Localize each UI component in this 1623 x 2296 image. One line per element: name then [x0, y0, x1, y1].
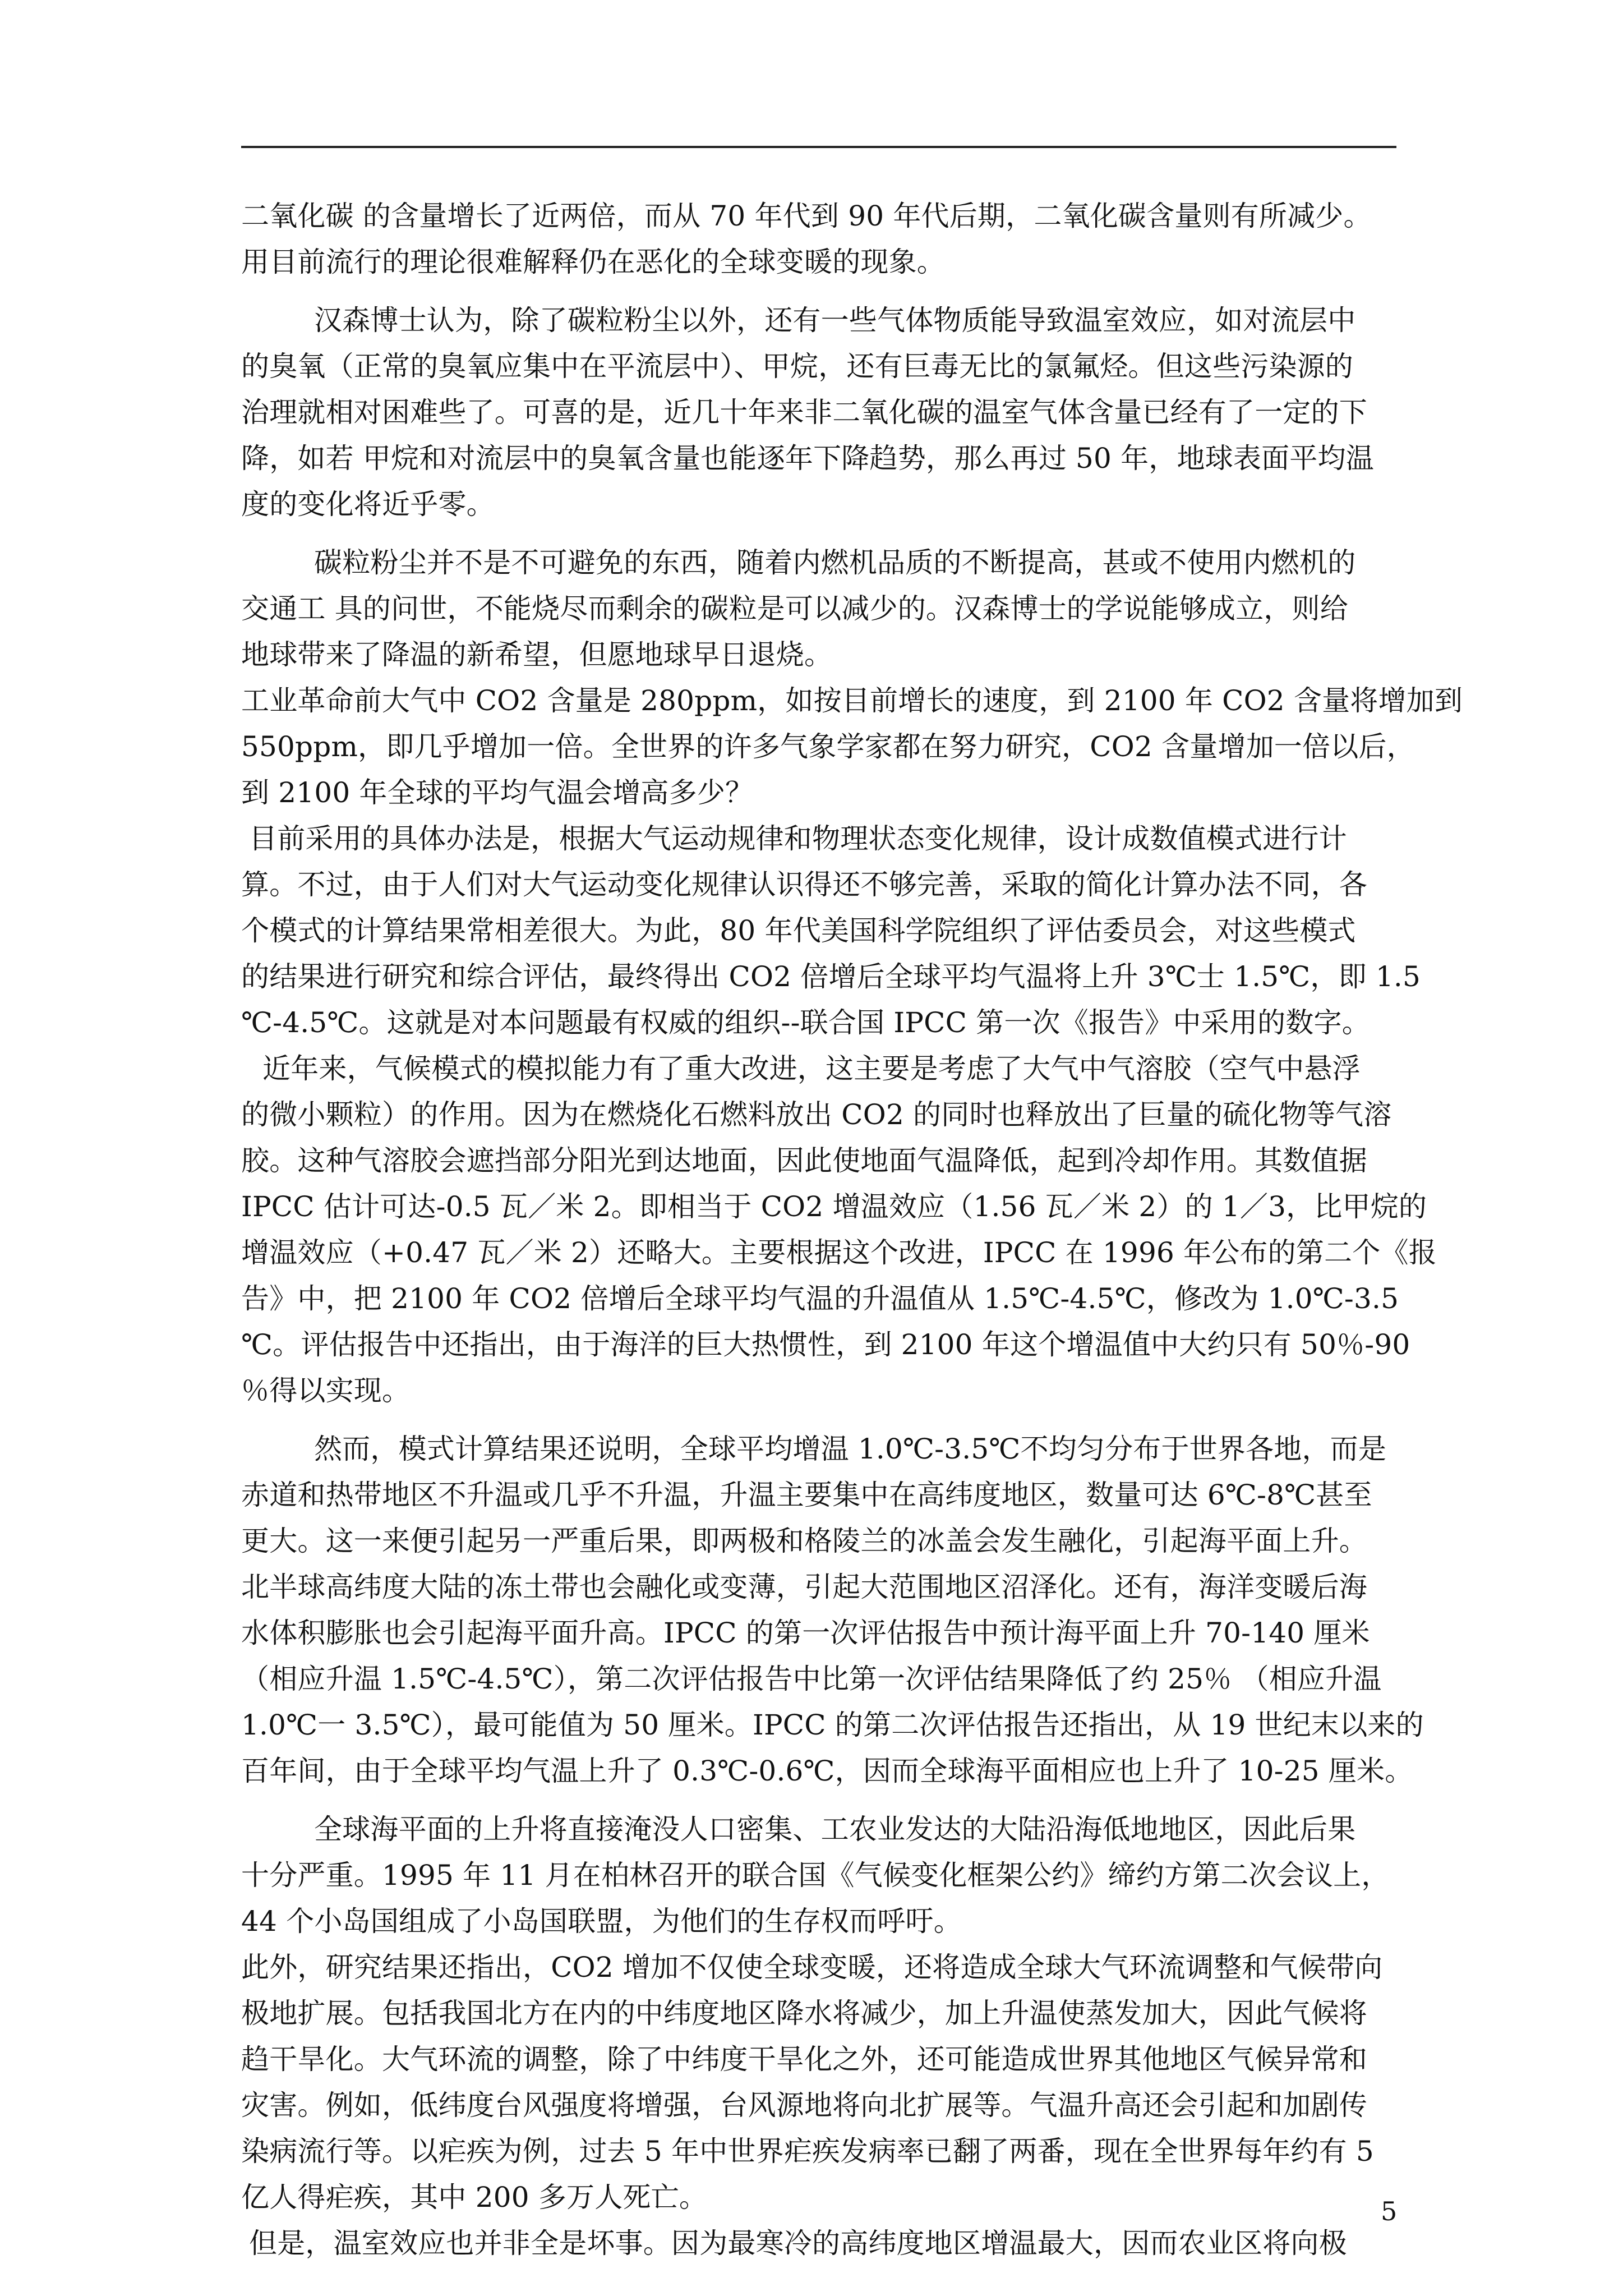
text-line: 亿人得疟疾，其中 200 多万人死亡。 [241, 2181, 708, 2214]
paragraph [241, 1806, 1396, 1944]
text-line: ℃-4.5℃。这就是对本问题最有权威的组织--联合国 IPCC 第一次《报告》中采用的数字。 [241, 1006, 1370, 1039]
text-line: IPCC 估计可达-0.5 瓦／米 2。即相当于 CO2 增温效应（1.56 瓦／米 2）的 1／3，比甲烷的 [241, 1190, 1427, 1223]
text-line: 近年来，气候模式的模拟能力有了重大改进，这主要是考虑了大气中气溶胶（空气中悬浮 [262, 1052, 1361, 1085]
text-line: 的结果进行研究和综合评估，最终得出 CO2 倍增后全球平均气温将上升 3℃士 1.5℃，即 1.5 [241, 960, 1421, 993]
text-line: 碳粒粉尘并不是不可避免的东西，随着内燃机品质的不断提高，甚或不使用内燃机的 [314, 546, 1356, 579]
text-line: 汉森博士认为，除了碳粒粉尘以外，还有一些气体物质能导致温室效应，如对流层中 [314, 304, 1356, 337]
text-line: 此外，研究结果还指出，CO2 增加不仅使全球变暖，还将造成全球大气环流调整和气候带向 [241, 1951, 1383, 1984]
paragraph [241, 297, 1396, 527]
document-body [241, 193, 1463, 2266]
text-line: 告》中，把 2100 年 CO2 倍增后全球平均气温的升温值从 1.5℃-4.5℃，修改为 1.0℃-3.5 [241, 1282, 1399, 1315]
paragraph [241, 816, 1421, 1046]
paragraph [241, 2220, 1396, 2266]
text-line: 二氧化碳 的含量增长了近两倍，而从 70 年代到 90 年代后期，二氧化碳含量则有所减少。 [241, 200, 1372, 232]
text-line: 北半球高纬度大陆的冻土带也会融化或变薄，引起大范围地区沼泽化。还有，海洋变暖后海 [241, 1571, 1367, 1603]
header-rule [241, 146, 1396, 148]
text-line: 趋干旱化。大气环流的调整，除了中纬度干旱化之外，还可能造成世界其他地区气候异常和 [241, 2043, 1367, 2076]
text-line: 地球带来了降温的新希望，但愿地球早日退烧。 [241, 638, 833, 671]
text-line: 个模式的计算结果常相差很大。为此，80 年代美国科学院组织了评估委员会，对这些模式 [241, 914, 1356, 947]
text-line: 百年间，由于全球平均气温上升了 0.3℃-0.6℃，因而全球海平面相应也上升了 10-25 厘米。 [241, 1755, 1413, 1787]
text-line: 目前采用的具体办法是，根据大气运动规律和物理状态变化规律，设计成数值模式进行计 [249, 822, 1347, 855]
text-line: 工业革命前大气中 CO2 含量是 280ppm，如按目前增长的速度，到 2100 年 CO2 含量将增加到 [241, 684, 1463, 717]
text-line: 44 个小岛国组成了小岛国联盟，为他们的生存权而呼吁。 [241, 1905, 962, 1938]
paragraph [241, 540, 1396, 678]
paragraph [241, 678, 1463, 816]
text-line: 治理就相对困难些了。可喜的是，近几十年来非二氧化碳的温室气体含量已经有了一定的下 [241, 396, 1367, 429]
text-line: 然而，模式计算结果还说明，全球平均增温 1.0℃-3.5℃不均匀分布于世界各地，而是 [314, 1433, 1387, 1465]
text-line: 胶。这种气溶胶会遮挡部分阳光到达地面，因此使地面气温降低，起到冷却作用。其数值据 [241, 1144, 1367, 1177]
text-line: 更大。这一来便引起另一严重后果，即两极和格陵兰的冰盖会发生融化，引起海平面上升。 [241, 1525, 1367, 1557]
text-line: ％得以实现。 [241, 1374, 411, 1407]
paragraph [241, 1426, 1424, 1794]
text-line: 度的变化将近乎零。 [241, 488, 495, 521]
page-number: 5 [1381, 2196, 1398, 2226]
text-line: 降，如若 甲烷和对流层中的臭氧含量也能逐年下降趋势，那么再过 50 年，地球表面平均温 [241, 442, 1374, 475]
text-line: 全球海平面的上升将直接淹没人口密集、工农业发达的大陆沿海低地地区，因此后果 [314, 1813, 1356, 1846]
text-line: 极地扩展。包括我国北方在内的中纬度地区降水将减少，加上升温使蒸发加大，因此气候将 [241, 1997, 1367, 2030]
text-line: 增温效应（+0.47 瓦／米 2）还略大。主要根据这个改进，IPCC 在 1996 年公布的第二个《报 [241, 1236, 1437, 1269]
paragraph [241, 1944, 1396, 2220]
text-line: （相应升温 1.5℃-4.5℃），第二次评估报告中比第一次评估结果降低了约 25％ （相应升温 [241, 1663, 1382, 1695]
text-line: 用目前流行的理论很难解释仍在恶化的全球变暖的现象。 [241, 246, 945, 278]
paragraph [241, 1046, 1437, 1414]
text-line: 到 2100 年全球的平均气温会增高多少？ [241, 776, 754, 809]
text-line: ℃。评估报告中还指出，由于海洋的巨大热惯性，到 2100 年这个增温值中大约只有 50％-90 [241, 1328, 1410, 1361]
text-line: 水体积膨胀也会引起海平面升高。IPCC 的第一次评估报告中预计海平面上升 70-140 厘米 [241, 1617, 1370, 1649]
text-line: 算。不过，由于人们对大气运动变化规律认识得还不够完善，采取的简化计算办法不同，各 [241, 868, 1367, 901]
text-line: 染病流行等。以疟疾为例，过去 5 年中世界疟疾发病率已翻了两番，现在全世界每年约有 5 [241, 2135, 1374, 2168]
text-line: 十分严重。1995 年 11 月在柏林召开的联合国《气候变化框架公约》缔约方第二次会议上， [241, 1859, 1390, 1892]
text-line: 1.0℃一 3.5℃），最可能值为 50 厘米。IPCC 的第二次评估报告还指出，从 19 世纪末以来的 [241, 1709, 1424, 1741]
text-line: 灾害。例如，低纬度台风强度将增强，台风源地将向北扩展等。气温升高还会引起和加剧传 [241, 2089, 1367, 2122]
text-line: 赤道和热带地区不升温或几乎不升温，升温主要集中在高纬度地区，数量可达 6℃-8℃甚至 [241, 1479, 1372, 1511]
text-line: 的微小颗粒）的作用。因为在燃烧化石燃料放出 CO2 的同时也释放出了巨量的硫化物等气溶 [241, 1098, 1392, 1131]
text-line: 交通工 具的问世，不能烧尽而剩余的碳粒是可以减少的。汉森博士的学说能够成立，则给 [241, 592, 1348, 625]
text-line: 但是，温室效应也并非全是坏事。因为最寒冷的高纬度地区增温最大，因而农业区将向极 [249, 2227, 1347, 2260]
text-line: 550ppm，即几乎增加一倍。全世界的许多气象学家都在努力研究，CO2 含量增加一倍以后， [241, 730, 1415, 763]
text-line: 的臭氧（正常的臭氧应集中在平流层中）、甲烷，还有巨毒无比的氯氟烃。但这些污染源的 [241, 350, 1353, 383]
paragraph [241, 193, 1396, 285]
